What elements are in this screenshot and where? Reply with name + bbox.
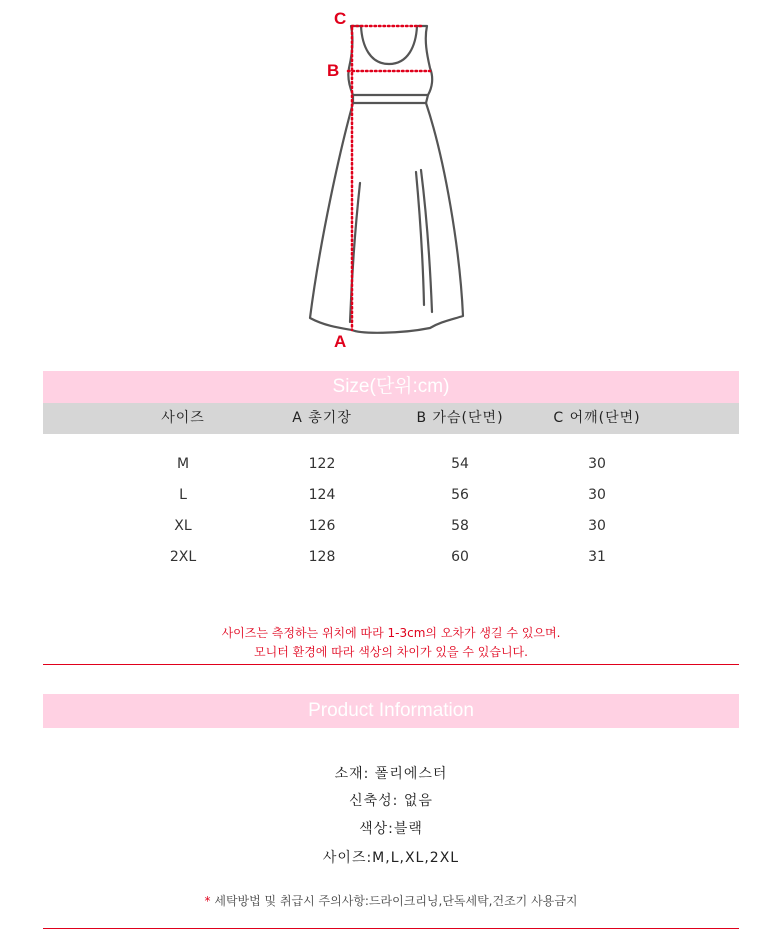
header-total-length: A 총기장 (292, 410, 352, 426)
table-cell: 31 (588, 549, 606, 565)
table-cell: 30 (588, 487, 606, 503)
table-cell: 60 (451, 549, 469, 565)
table-cell: 124 (308, 487, 336, 503)
label-b: B (327, 61, 340, 80)
table-cell: 2XL (169, 549, 197, 565)
table-cell: 56 (451, 487, 469, 503)
care-asterisk: * (204, 894, 211, 908)
table-cell: XL (174, 518, 192, 534)
size-table-header (43, 403, 739, 434)
table-cell: 30 (588, 456, 606, 472)
size-section-title: Size(단위:cm) (43, 371, 739, 403)
header-chest: B 가슴(단면) (416, 410, 504, 426)
dress-diagram (290, 0, 490, 360)
care-text: 세탁방법 및 취급시 주의사항:드라이크리닝,단독세탁,건조기 사용금지 (214, 894, 578, 908)
table-cell: 58 (451, 518, 469, 534)
table-cell: L (179, 487, 187, 503)
dress-illustration (290, 0, 490, 360)
stretch-line: 신축성: 없음 (349, 793, 433, 809)
table-cell: 54 (451, 456, 469, 472)
table-cell: 122 (308, 456, 336, 472)
material-line: 소재: 폴리에스터 (334, 766, 448, 782)
table-row (43, 483, 739, 507)
bottom-divider (43, 928, 739, 929)
table-cell: M (176, 456, 190, 472)
header-shoulder: C 어깨(단면) (553, 410, 641, 426)
sizes-line: 사이즈:M,L,XL,2XL (322, 850, 460, 866)
table-row (43, 452, 739, 476)
table-cell: 126 (308, 518, 336, 534)
color-line: 색상:블랙 (359, 821, 423, 837)
size-notice-line2: 모니터 환경에 따라 색상의 차이가 있을 수 있습니다. (254, 645, 528, 659)
table-cell: 30 (588, 518, 606, 534)
label-a: A (334, 332, 347, 351)
label-c: C (334, 9, 347, 28)
care-instructions (43, 892, 739, 909)
section-divider (43, 664, 739, 665)
table-row (43, 514, 739, 538)
table-cell: 128 (308, 549, 336, 565)
table-row (43, 545, 739, 569)
product-section-title: Product Information (43, 694, 739, 728)
header-size: 사이즈 (161, 410, 205, 426)
size-notice-line1: 사이즈는 측정하는 위치에 따라 1-3cm의 오차가 생길 수 있으며. (221, 626, 561, 640)
